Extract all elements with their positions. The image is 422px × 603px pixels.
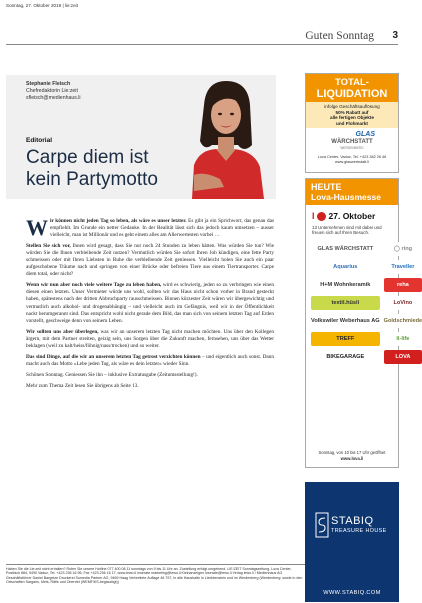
header-date: Sonntag, 27. Oktober 2019 | lie:zeit: [6, 3, 78, 8]
offer-line: 50% Rabatt auf: [335, 109, 369, 115]
stabiq-brand: STABIQ: [331, 515, 374, 527]
ad-lova-exhibitor-logo: Traveller: [384, 260, 422, 274]
ad-stabiq[interactable]: [305, 482, 399, 602]
ad-liquidation-address: [306, 155, 398, 165]
ad-lova-exhibitor-logo: LoVino: [384, 296, 422, 310]
editorial-kicker: Editorial: [26, 137, 53, 144]
ad-lova-exhibitor-logo: ◯ ring: [384, 242, 422, 256]
ad-liquidation-title-1: TOTAL-: [306, 74, 398, 88]
glaswerkstatt-logo: [327, 131, 377, 153]
headline-line-1: Carpe diem ist: [26, 147, 149, 168]
stabiq-tagline: TREASURE HOUSE: [331, 528, 387, 534]
paragraph-lead: Stellen Sie sich vor,: [26, 243, 71, 250]
editorial-hero: [6, 75, 276, 199]
paragraph-text: – und eigentlich auch sonst. Dann macht auch das Motto «Lebe jeden Tag, als wäre es dein letzter» wieder Sinn.: [26, 353, 274, 367]
ad-lova-website[interactable]: www.lova.li: [340, 455, 364, 461]
imprint: [6, 564, 306, 585]
article-paragraph-5: [26, 354, 274, 368]
ad-lova-exhibitor-logo: textil.hüsli: [311, 296, 380, 310]
ad-lova-hausmesse[interactable]: [305, 178, 422, 468]
paragraph-text: wird es schwierig, jeden so zu verbringen wie einen diesen einen letzten. Unser Vermieter würde uns wohl, sollten wir das Haus nicht schon vorher in Brand gesteckt haben, spätestens nach der dritten Abbruchparty rausschmeissen. Binnen kürzester Zeit wären wir übergewichtig und vermutlich auch alkohol- und drogenabhängig – und vielleicht auch im Gefängnis, weil wir in der Öffentlichkeit nackt herumgerannt sind. Das entspricht wohl nicht gerade dem Bild, das man sich von seinem letzten Tag auf Erden vorstellt, geschweige denn von seinem Leben.: [26, 282, 274, 324]
header-section: Guten Sonntag: [305, 30, 374, 42]
ad-lova-blurb: 13 Unternehmen sind mit dabei und freuen sich auf Ihren Besuch.: [312, 225, 382, 236]
logo-main-text: WÄRCHSTATT: [331, 139, 373, 146]
article-paragraph-4: [26, 329, 274, 350]
ad-lova-exhibitor-logo: BIKEGARAGE: [311, 350, 380, 364]
stabiq-url[interactable]: WWW.STABIQ.COM: [323, 590, 381, 596]
paragraph-lead: Das sind Dinge, auf die wir an unserem letzten Tag getrost verzichten können: [26, 353, 201, 360]
paragraph-text: Ihnen wird gesagt, dass Sie nur noch 24 Stunden zu leben hätten. Was würden Sie tun? Wie würden Sie die Ihnen verbleibende Zeit nutzen? Vermutlich würden Sie sofort Ihren Job kündigen, eine fette Party schmeissen oder mit Ihren Liebsten in Ruhe die verbleibende Zeit geniessen. Vielleicht holen Sie auch ein paar aufgeschobene Träume nach und springen von einer Brücke oder befreien Tiere aus einem Tiertransporter. Carpe diem total, oder nicht?: [26, 243, 274, 278]
ad-lova-head-2: Lova-Hausmesse: [311, 192, 381, 202]
offer-line: alle fertigen Objekte: [330, 115, 374, 121]
editorial-article: [26, 215, 274, 394]
page-header: [0, 0, 404, 46]
ad-lova-exhibitor-logo: li-life: [384, 332, 422, 346]
logo-sub-text: WERDENBERG: [340, 146, 364, 151]
author-role: Chefredaktorin Lie:zeit: [26, 88, 78, 94]
ad-lova-head-1: HEUTE: [311, 182, 342, 192]
author-email[interactable]: sfleisch@medienhaus.li: [26, 95, 81, 101]
ad-lova-date: 27. Oktober: [328, 211, 376, 221]
ad-lova-hours: Sonntag, von 10 bis 17 Uhr geöffnet: [318, 450, 386, 456]
logo-top-text: GLAS: [355, 131, 375, 139]
address-line: Lova Center, Vaduz, Tel. +423 382 26 46: [317, 155, 387, 160]
offer-line: infolge Geschäftsauflösung: [324, 104, 380, 109]
ad-lova-exhibitor-logo: Volkswiler Weberhaus AG: [311, 314, 380, 328]
ad-liquidation[interactable]: [305, 73, 399, 173]
dropcap: W: [26, 215, 48, 240]
paragraph-lead: Wir sollten uns aber überlegen,: [26, 328, 99, 335]
ad-lova-header: [306, 179, 398, 205]
paragraph-lead: Wenn wir nun aber noch viele weitere Tage zu leben haben,: [26, 282, 162, 289]
header-rule: [6, 44, 398, 45]
paragraph-text: was wir an unserem letzten Tag nicht machen möchten. Uns über den Kollegen ärgern, mit dem Partner streiten, geizig sein, uns Sorgen über die Zukunft machen, fernsehen, uns über das Wetter beklagen (weil zu kalt/heiss/föhnig/nass/trocken) und so weiter.: [26, 328, 274, 349]
ad-lova-exhibitor-logo: TREFF: [311, 332, 380, 346]
imprint-text: Haben Sie die Lie:zeit nicht erhalten? Rufen Sie unsere Hotline 077 400 08 11 sonntags von 9 bis 11 Uhr an. Zustellung erfolgt umgehend. LIE:ZEIT Sonntagszeitung, Lova Center, Postfach 884, 9490 Vaduz, Tel. +423 236 16 96, Fax +423 236 16 17, www.lewo.li Inserate marketing@lewo.li Kleinanzeigen inserate@lewo.li Verlag lewo.li / Medienhaus AG Geschäftsführer Daniel Bargetze Druckerei Somedia Partner AG, 9469 Haag Verbreitete Auflage 46 797, in alle Haushalte in Liechtenstein und im Werdenberg (Werdenberg: sowie in den Ortschaften Sargans, Mels, Räfis und Oberriet (WEMF/KS-beglaubigt)): [6, 567, 303, 585]
article-paragraph-7: Mehr zum Thema Zeit lesen Sie übrigens ab Seite 13.: [26, 382, 139, 389]
author-block: [26, 81, 81, 102]
article-paragraph-6: Schönen Sonntag. Geniessen Sie ihn – inklusive Extratusgabe (Zeitumsstellung!).: [26, 371, 198, 378]
ad-lova-exhibitor-logo: Goldschmiede: [384, 314, 422, 328]
ad-lova-exhibitor-logo: Aquarius: [311, 260, 380, 274]
i-love-text: I: [312, 211, 315, 221]
article-paragraph-3: [26, 282, 274, 324]
page-number: 3: [392, 30, 398, 41]
paragraph-text: Es gibt ja ein Sprichwort, das genau das empfiehlt. Im Grunde ein netter Gedanke. In der Realität lässt sich das jedoch kaum umsetzen – ausser vielleicht, man ist Millionär und es geht einem alles am Allerwertesten vorbei …: [50, 218, 274, 239]
ad-lova-datebar: [306, 205, 398, 223]
stabiq-logo-icon: [316, 513, 328, 537]
offer-line: und Flohmarkt: [336, 120, 368, 126]
headline-line-2: kein Partymotto: [26, 169, 158, 190]
author-name: Stephanie Fleisch: [26, 81, 71, 87]
ad-liquidation-offer: [306, 102, 398, 128]
lova-heart-icon: [317, 212, 326, 221]
website-line[interactable]: www.glaswerkstatt.li: [335, 160, 369, 165]
ad-lova-exhibitor-logo: reha: [384, 278, 422, 292]
ad-lova-exhibitor-logo: H+M Wohnkeramik: [311, 278, 380, 292]
editorial-headline: [26, 147, 158, 191]
ad-lova-exhibitor-logo: GLAS WÄRCHSTATT: [311, 242, 380, 256]
article-paragraph-1: [26, 215, 274, 240]
ad-liquidation-title-2: LIQUIDATION: [306, 88, 398, 102]
paragraph-lead: ir können nicht jeden Tag so leben, als wäre es unser letzter.: [50, 218, 187, 224]
imprint-rule: [6, 564, 306, 565]
article-paragraph-2: [26, 243, 274, 278]
ad-lova-exhibitor-logo: LOVA: [384, 350, 422, 364]
author-portrait: [164, 75, 276, 199]
ad-lova-footer: [306, 450, 398, 461]
ad-lova-logo-grid: [306, 238, 422, 368]
